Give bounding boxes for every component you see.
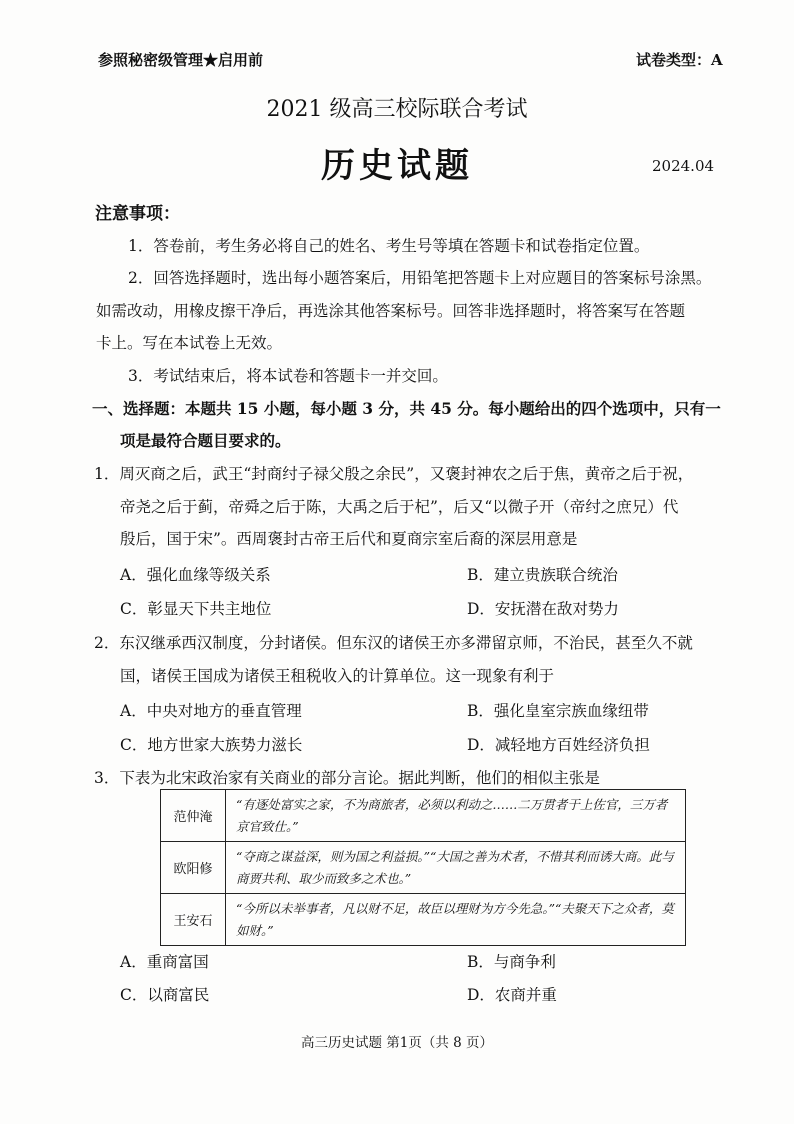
notice-line: 卡上。写在本试卷上无效。 <box>96 334 283 352</box>
subject-title: 历史试题 <box>321 146 473 186</box>
q2-option-d[interactable]: D．减轻地方百姓经济负担 <box>467 736 650 754</box>
q3-option-b[interactable]: B．与商争利 <box>467 953 556 971</box>
notice-line: 1．答卷前，考生务必将自己的姓名、考生号等填在答题卡和试卷指定位置。 <box>128 237 650 255</box>
table-cell-name: 欧阳修 <box>161 842 226 894</box>
table-cell-name: 王安石 <box>161 894 226 946</box>
table-cell-name: 范仲淹 <box>161 790 226 842</box>
q3-option-d[interactable]: D．农商并重 <box>467 986 557 1004</box>
table-cell-quote: “夺商之谋益深，则为国之利益损。”“大国之善为术者，不惜其利而诱大商。此与商贾共利、取少而致多之术也。” <box>226 842 686 894</box>
q1-option-a[interactable]: A．强化血缘等级关系 <box>120 566 271 584</box>
table-row <box>161 842 686 894</box>
question-1-text: 殷后，国于宋”。西周褒封古帝王后代和夏商宗室后裔的深层用意是 <box>120 530 578 548</box>
table-row <box>161 894 686 946</box>
q2-option-c[interactable]: C．地方世家大族势力滋长 <box>120 736 303 754</box>
question-2-text: 2．东汉继承西汉制度，分封诸侯。但东汉的诸侯王亦多滞留京师，不治民，甚至久不就 <box>94 634 693 652</box>
table-cell-quote: “今所以未举事者，凡以财不足，故臣以理财为方今先急。”“夫聚天下之众者，莫如财。” <box>226 894 686 946</box>
paper-type-label: 试卷类型：A <box>636 51 723 69</box>
q3-quote-table <box>160 789 686 946</box>
q1-option-c[interactable]: C．彰显天下共主地位 <box>120 600 272 618</box>
notice-line: 2．回答选择题时，选出每小题答案后，用铅笔把答题卡上对应题目的答案标号涂黑。 <box>128 269 712 287</box>
page-footer: 高三历史试题 第1页（共 8 页） <box>300 1035 494 1051</box>
section-heading: 一、选择题：本题共 15 小题，每小题 3 分，共 45 分。每小题给出的四个选项中，只有一 <box>92 399 721 418</box>
question-1-text: 帝尧之后于蓟，帝舜之后于陈，大禹之后于杞”，后又“以微子开（帝纣之庶兄）代 <box>120 498 679 516</box>
notice-heading: 注意事项： <box>95 204 180 224</box>
question-2-text: 国，诸侯王国成为诸侯王租税收入的计算单位。这一现象有利于 <box>120 667 555 685</box>
q2-option-a[interactable]: A．中央对地方的垂直管理 <box>120 702 302 720</box>
q3-option-c[interactable]: C．以商富民 <box>120 986 210 1004</box>
q2-option-b[interactable]: B．强化皇室宗族血缘纽带 <box>467 702 649 720</box>
question-1-text: 1．周灭商之后，武王“封商纣子禄父殷之余民”，又褒封神农之后于焦，黄帝之后于祝， <box>94 465 694 483</box>
table-cell-quote: “有逐处富实之家，不为商旅者，必须以利动之……二万贯者于上佐官，三万者京官致仕。” <box>226 790 686 842</box>
notice-line: 如需改动，用橡皮擦干净后，再选涂其他答案标号。回答非选择题时，将答案写在答题 <box>96 302 686 320</box>
question-3-text: 3．下表为北宋政治家有关商业的部分言论。据此判断，他们的相似主张是 <box>94 769 600 787</box>
secrecy-label: 参照秘密级管理★启用前 <box>98 51 264 69</box>
section-heading: 项是最符合题目要求的。 <box>120 431 291 450</box>
q1-option-b[interactable]: B．建立贵族联合统治 <box>467 566 618 584</box>
exam-title: 2021 级高三校际联合考试 <box>266 97 528 122</box>
notice-line: 3．考试结束后，将本试卷和答题卡一并交回。 <box>128 367 448 385</box>
q1-option-d[interactable]: D．安抚潜在敌对势力 <box>467 600 619 618</box>
exam-date: 2024.04 <box>652 157 715 175</box>
table-row <box>161 790 686 842</box>
q3-option-a[interactable]: A．重商富国 <box>120 953 209 971</box>
